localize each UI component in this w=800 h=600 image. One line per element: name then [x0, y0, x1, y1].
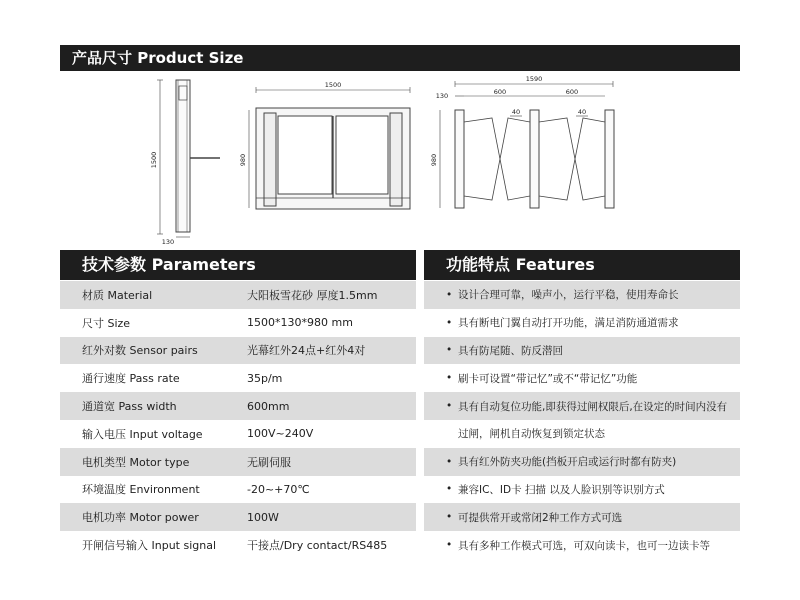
- feature-item: [424, 392, 740, 420]
- side-width-label: 130: [161, 238, 175, 246]
- param-label: 电机类型 Motor type: [82, 455, 190, 469]
- feature-text: 兼容IC、ID卡 扫描 以及人脸识别等识别方式: [458, 483, 665, 496]
- feature-item: [424, 309, 740, 337]
- param-label: 输入电压 Input voltage: [82, 427, 203, 441]
- param-row: [60, 476, 416, 504]
- param-value: 大阳板雪花砂 厚度1.5mm: [247, 288, 378, 302]
- side-view-drawing: [157, 80, 220, 237]
- front-width-label: 1500: [324, 81, 342, 89]
- side-height-label: 1500: [150, 151, 158, 169]
- product-size-drawings: [60, 74, 740, 250]
- feature-text: 具有多种工作模式可选，可双向读卡，也可一边读卡等: [458, 539, 710, 552]
- param-value: 光幕红外24点+红外4对: [247, 344, 366, 358]
- param-label: 红外对数 Sensor pairs: [82, 344, 198, 358]
- parameters-header: 技术参数 Parameters: [60, 250, 416, 280]
- param-value: 100V~240V: [247, 427, 314, 441]
- features-list: [424, 281, 740, 559]
- param-value: 100W: [247, 510, 279, 524]
- param-label: 通行速度 Pass rate: [82, 372, 180, 386]
- top-left-span-label: 600: [493, 88, 507, 96]
- bullet-icon: •: [446, 288, 453, 301]
- features-header: 功能特点 Features: [424, 250, 740, 280]
- feature-text: 具有红外防夹功能(挡板开启或运行时都有防夹): [458, 456, 677, 469]
- param-label: 环境温度 Environment: [82, 483, 200, 497]
- param-label: 材质 Material: [82, 288, 153, 302]
- param-row: [60, 503, 416, 531]
- param-label: 尺寸 Size: [82, 316, 131, 330]
- feature-item: [424, 364, 740, 392]
- param-label: 开闸信号输入 Input signal: [82, 539, 217, 553]
- feature-text: 具有防尾随、防反潜回: [458, 344, 563, 357]
- param-label: 通道宽 Pass width: [82, 400, 177, 414]
- feature-item: [424, 503, 740, 531]
- bullet-icon: •: [446, 455, 453, 468]
- feature-item: [424, 531, 740, 559]
- top-height-label: 980: [430, 153, 438, 167]
- feature-text: 刷卡可设置“带记忆”或不“带记忆”功能: [458, 372, 638, 385]
- top-left-gap-label: 40: [511, 108, 521, 116]
- front-view-drawing: [249, 87, 410, 209]
- feature-item: [424, 448, 740, 476]
- product-size-header: 产品尺寸 Product Size: [60, 45, 740, 71]
- feature-text: 可提供常开或常闭2种工作方式可选: [458, 511, 623, 524]
- param-row: [60, 420, 416, 448]
- top-total-label: 1590: [525, 75, 543, 83]
- top-right-span-label: 600: [565, 88, 579, 96]
- front-height-label: 980: [239, 153, 247, 167]
- param-row: [60, 448, 416, 476]
- feature-item: [424, 476, 740, 504]
- feature-text: 过闸，闸机自动恢复到锁定状态: [458, 428, 605, 441]
- bullet-icon: •: [446, 316, 453, 329]
- bullet-icon: •: [446, 400, 453, 413]
- param-label: 电机功率 Motor power: [82, 511, 199, 525]
- param-row: [60, 281, 416, 309]
- bullet-icon: •: [446, 511, 453, 524]
- top-right-gap-label: 40: [577, 108, 587, 116]
- feature-text: 具有断电门翼自动打开功能，满足消防通道需求: [458, 317, 679, 330]
- param-row: [60, 531, 416, 559]
- feature-item: [424, 420, 740, 448]
- bullet-icon: •: [446, 344, 453, 357]
- feature-text: 设计合理可靠，噪声小，运行平稳，使用寿命长: [458, 289, 679, 302]
- bullet-icon: •: [446, 483, 453, 496]
- bullet-icon: •: [446, 539, 453, 552]
- param-row: [60, 337, 416, 365]
- param-value: 35p/m: [247, 371, 283, 385]
- param-value: 600mm: [247, 399, 290, 413]
- param-value: 1500*130*980 mm: [247, 316, 353, 330]
- param-row: [60, 392, 416, 420]
- bullet-icon: •: [446, 372, 453, 385]
- top-view-drawing: [440, 81, 614, 208]
- param-row: [60, 309, 416, 337]
- feature-text: 具有自动复位功能,即获得过闸权限后,在设定的时间内没有: [458, 400, 728, 413]
- param-value: 干接点/Dry contact/RS485: [247, 539, 388, 553]
- param-row: [60, 364, 416, 392]
- param-value: -20~+70℃: [247, 482, 310, 496]
- feature-item: [424, 281, 740, 309]
- param-value: 无刷伺服: [247, 455, 291, 469]
- parameters-table: [60, 281, 416, 559]
- feature-item: [424, 337, 740, 365]
- top-edge-label: 130: [435, 92, 449, 100]
